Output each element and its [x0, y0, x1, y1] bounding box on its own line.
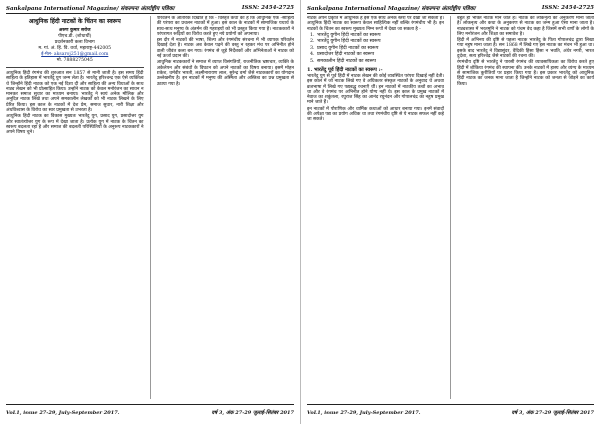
body-paragraph: भारतेंदु युग से पूर्व हिंदी में नाटक लेखन की कोई व्यवस्थित परंपरा दिखाई नहीं देती। इस काल में जो नाटक लिखे गए वे अधिकतर संस्कृत नाटकों के अनुवाद थे अथवा ब्रजभाषा में लिखे गए पद्यबद्ध रचनाएँ थीं। इन नाटकों में नाटकीय तत्वों का अभाव था और वे रंगमंच पर अभिनीत होने योग्य नहीं थे। इस काल के प्रमुख नाटकों में नेवाज का शकुंतला, रघुराज सिंह का आनंद रघुनंदन और गोपालचंद्र का नहुष प्रमुख माने जाते हैं।: [307, 73, 444, 106]
footer-rule: [6, 404, 294, 405]
article-title: आधुनिक हिंदी नाटकों के चिंतन का स्वरूप: [28, 18, 121, 25]
journal-name: Sankalpana International Magazine/ संकल्पना अंतर्राष्ट्रीय पत्रिका: [307, 6, 476, 12]
body-paragraph: आधुनिक नाटककारों ने समाज में व्याप्त विसंगतियों, राजनीतिक भ्रष्टाचार, व्यक्ति के अकेलेपन और संबंधों के विघटन को अपने नाटकों का विषय बनाया। इसमें मोहन राकेश, धर्मवीर भारती, लक्ष्मीनारायण लाल, सुरेन्द्र वर्मा जैसे नाटककारों का योगदान उल्लेखनीय है। इन नाटकों में मनुष्य की अस्मिता और अस्तित्व का प्रश्न प्रमुखता से उठाया गया है।: [156, 60, 294, 87]
header-rule: [307, 13, 594, 14]
list-text: समकालीन हिंदी नाटकों का स्वरूप: [317, 58, 377, 64]
journal-issn: ISSN: 2454-2725: [541, 5, 594, 11]
column-divider: [450, 16, 451, 399]
body-paragraph: आधुनिक हिंदी नाटक का विकास मुख्यतः भारतेंदु युग, प्रसाद युग, प्रसादोत्तर युग और स्वातंत्र्योत्तर युग के रूप में देखा जाता है। प्रत्येक युग में नाटक के चिंतन का स्वरूप बदलता रहा है और समाज की बदलती परिस्थितियों के अनुरूप नाटककारों ने अपने विषय चुने।: [6, 114, 144, 136]
body-paragraph: परिवर्तन के आंतरिक दिखाते हैं कि - विस्तृत कथा का है कि आधुनिक एक -साहित्य की परंपरा का प्रचलन नाटकों में हुआ। इस काल के नाटकों में सामाजिक यथार्थ के साथ-साथ मनुष्य के अंतर्मन की गहराइयों को भी प्रस्तुत किया गया है। नाटककारों ने परंपरागत रूढ़ियों का विरोध करते हुए नये प्रयोगों को अपनाया।: [156, 16, 294, 37]
list-text: प्रसाद युगीन हिंदी नाटकों का स्वरूप: [317, 45, 379, 51]
page-header: [6, 4, 294, 12]
list-item: [307, 59, 444, 65]
right-column-1: [307, 16, 444, 399]
list-number: 3.: [310, 45, 315, 51]
left-column-1: [6, 16, 144, 399]
body-paragraph: आधुनिक हिंदी रंगमंच की शुरुआत सन 1857 से मानी जाती है। इस समय हिंदी साहित्य के इतिहास में भारतेंदु युग जन्म लेता है। भारतेंदु हरिश्चन्द्र एक ऐसे व्यक्तित्व थे जिन्होंने हिंदी नाटक को एक नई दिशा दी और साहित्य की अन्य विधाओं के साथ नाट्य लेखन को भी प्रोत्साहित किया। उन्होंने नाटक को केवल मनोरंजन का साधन न मानकर समाज सुधार का माध्यम बनाया। भारतेंदु ने स्वयं अनेक मौलिक और अनूदित नाटक लिखे तथा अपने समकालीन लेखकों को भी नाटक लिखने के लिए प्रेरित किया। इस काल के नाटकों में देश प्रेम, समाज सुधार, नारी शिक्षा और अंधविश्वास के विरोध का स्वर प्रमुखता से उभरता है।: [6, 71, 144, 114]
body-paragraph: बहुत ही भक्ति नाटक माने जाते हैं। नाटक को लोकनृत्य का अनुकरण माना जाता है। लोकनृत्य और कथा के अनुकरण से नाटक का जन्म हुआ ऐसा माना जाता है। नाट्यशास्त्र में भरतमुनि ने नाटक को पंचम वेद कहा है जिसमें सभी वर्णों के लोगों के लिए मनोरंजन और शिक्षा का समावेश है।: [457, 16, 594, 37]
author-mobile: मो. 7888275045: [56, 58, 93, 63]
footer-issue-hindi: वर्ष 3, अंक 27-29 जुलाई-सितंबर 2017: [511, 410, 594, 416]
right-page-columns: [307, 16, 594, 399]
author-line: म. गां. अं. हिं. वि. वर्धा, महाराष्ट्र-442005: [38, 46, 112, 51]
topic-list: [307, 33, 444, 65]
section-heading: 1. भारतेंदु पूर्व हिंदी नाटकों का स्वरूप :-: [307, 66, 383, 73]
author-line: पीएच.डी. (शोधार्थी): [58, 34, 92, 39]
footer-volume: VoL1, issue 27-29, July-September 2017.: [6, 410, 120, 416]
footer-volume: VoL1, issue 27-29, July-September 2017.: [307, 410, 421, 416]
body-paragraph: रंगमंचीय दृष्टि से भारतेंदु ने पारसी रंगमंच की व्यावसायिकता का विरोध करते हुए हिंदी में शौकिया रंगमंच की स्थापना की। उनके नाटकों में हास्य और व्यंग्य के माध्यम से सामाजिक कुरीतियों पर प्रहार किया गया है। इस प्रकार भारतेंदु को आधुनिक हिंदी नाटक का जनक माना जाता है जिन्होंने नाटक को जनता से जोड़ने का कार्य किया।: [457, 60, 594, 87]
body-paragraph: नाटक अपने प्रकृति में आधुनिक है इसे एक साथ अनेक स्तरों पर देखा जा सकता है। आधुनिक हिंदी नाटक का स्वरूप केवल साहित्यिक नहीं बल्कि रंगमंचीय भी है। इन नाटकों के चिंतन का स्वरूप मुख्यतः निम्न रूपों में देखा जा सकता है -: [307, 16, 444, 32]
list-number: 1.: [310, 32, 315, 38]
page-header: [307, 4, 594, 12]
list-text: भारतेंदु युगीन हिंदी नाटकों का स्वरूप: [317, 39, 381, 45]
list-number: 2.: [310, 39, 315, 45]
author-info: [6, 28, 144, 64]
column-divider: [150, 16, 151, 399]
article-header: [6, 18, 144, 68]
author-email-link[interactable]: ई-मेल- aksaroj251@gmail.com: [41, 52, 109, 57]
right-page: [300, 0, 600, 424]
author-name: अरुण कुमार सरोज: [58, 28, 91, 33]
body-paragraph: हिंदी में अभिनय की दृष्टि से पहला नाटक भारतेंदु के पिता गोपालचंद्र द्वारा लिखा गया नहुष माना जाता है। सन 1868 में लिखे गए इस नाटक का मंचन भी हुआ था। इसके बाद भारतेंदु ने विद्यासुंदर, वैदिकी हिंसा हिंसा न भवति, अंधेर नगरी, भारत दुर्दशा, सत्य हरिश्चंद्र जैसे नाटकों की रचना की।: [457, 38, 594, 60]
footer-rule: [307, 404, 594, 405]
header-rule: [6, 13, 294, 14]
page-footer: [6, 410, 294, 416]
left-page-columns: [6, 16, 294, 399]
right-column-2: [457, 16, 594, 399]
journal-name: Sankalpana International Magazine/ संकल्पना अंतर्राष्ट्रीय पत्रिका: [6, 6, 175, 12]
list-number: 4.: [310, 52, 315, 58]
author-line: प्रदर्शनकारी कला विभाग: [54, 40, 95, 45]
page-footer: [307, 410, 594, 416]
list-text: भारतेंदु युगीन हिंदी नाटकों का स्वरूप: [317, 32, 381, 38]
footer-issue-hindi: वर्ष 3, अंक 27-29 जुलाई-सितंबर 2017: [211, 410, 294, 416]
left-column-2: [157, 16, 295, 399]
journal-issn: ISSN: 2454-2725: [241, 5, 294, 11]
body-paragraph: इन नाटकों में पौराणिक और धार्मिक कथाओं को आधार बनाया गया। इनमें संवादों की अपेक्षा पद्य का प्रयोग अधिक था तथा रंगमंचीय दृष्टि से ये नाटक सफल नहीं कहे जा सकते।: [307, 106, 444, 123]
body-paragraph: इस दौर में नाटकों की भाषा, शिल्प और रंगमंचीय संरचना में भी व्यापक परिवर्तन दिखाई देता है। नाटक अब केवल पढ़ने की वस्तु न रहकर मंच पर अभिनीत होने वाली जीवंत कला बन गया। रंगमंच से जुड़े निर्देशकों और अभिनेताओं ने नाटक को नई ऊर्जा प्रदान की।: [156, 38, 294, 60]
list-number: 5.: [310, 58, 315, 64]
list-text: प्रसादोत्तर हिंदी नाटकों का स्वरूप: [317, 52, 375, 58]
